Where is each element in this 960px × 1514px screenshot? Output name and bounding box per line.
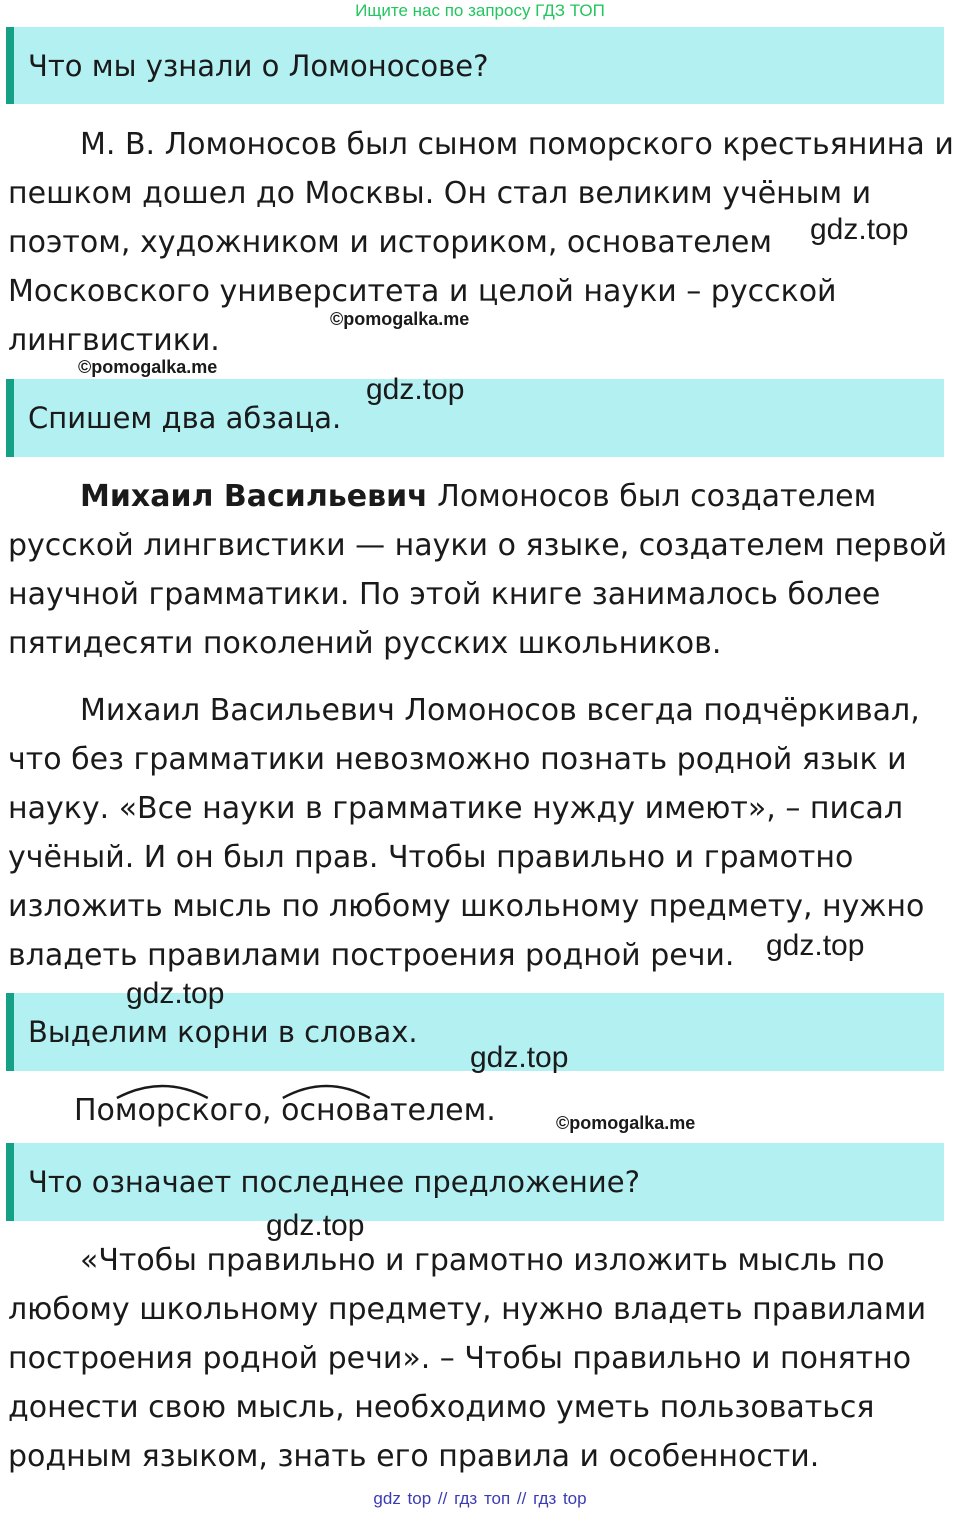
section-heading-text: Что означает последнее предложение? [28,1165,640,1199]
watermark-gdz: gdz.top [126,977,225,1010]
paragraph-copied-2: Михаил Васильевич Ломоносов всегда подчёркивал, что без грамматики невозможно познать родной язык и науку. «Все науки в грамматике нужду имеют», – писал учёный. И он был прав. Чтобы правильно и грамотно изложить мысль по любому школьному предмету, нужно владеть правилами построения родной речи. [8,693,925,973]
paragraph-lomonosov-summary: М. В. Ломоносов был сыном поморского крестьянина и пешком дошел до Москвы. Он стал великим учёным и поэтом, художником и историком, основателем Московского университета и целой науки – русской лингвистики. [8,127,954,358]
section-heading-copy-paragraphs [6,379,944,457]
paragraph-copied-1 [8,472,956,668]
word-suffix: ого, [209,1093,282,1128]
watermark-gdz: gdz.top [366,373,465,406]
root-text: морск [114,1093,210,1128]
section-heading-what-we-learned [6,27,944,104]
root-osnov [281,1088,372,1134]
word-suffix: ателем. [371,1093,496,1128]
root-morsk [115,1088,210,1134]
section-heading-text: Выделим корни в словах. [28,1015,418,1049]
watermark-gdz: gdz.top [766,929,865,962]
root-arc-icon [281,1080,372,1100]
paragraph-meaning: «Чтобы правильно и грамотно изложить мысль по любому школьному предмету, нужно владеть правилами построения родной речи». – Чтобы правильно и понятно донести свою мысль, необходимо уметь пользоваться родным языком, знать его правила и особенности. [8,1243,927,1474]
top-banner: Ищите нас по запросу ГДЗ ТОП [355,1,605,20]
root-text: основ [281,1093,372,1128]
watermark-gdz: gdz.top [266,1209,365,1242]
root-arc-icon [115,1080,210,1100]
watermark-gdz: gdz.top [810,213,909,246]
watermark-pomogalka: ©pomogalka.me [330,309,470,329]
section-heading-text: Спишем два абзаца. [28,401,342,435]
roots-example [74,1088,496,1134]
watermark-pomogalka: ©pomogalka.me [556,1113,696,1133]
paragraph-text: Ломоносов был создателем русской лингвистики — науки о языке, создателем первой научной грамматики. По этой книге занималось более пятидесяти поколений русских школьников. [8,479,948,661]
word-prefix: По [74,1093,115,1128]
watermark-pomogalka: ©pomogalka.me [78,357,218,377]
bold-name: Михаил Васильевич [80,479,428,514]
footer: gdz top // гдз топ // гдз top [373,1489,587,1508]
section-heading-text: Что мы узнали о Ломоносове? [28,48,489,83]
section-heading-meaning [6,1143,944,1221]
watermark-gdz: gdz.top [470,1041,569,1074]
